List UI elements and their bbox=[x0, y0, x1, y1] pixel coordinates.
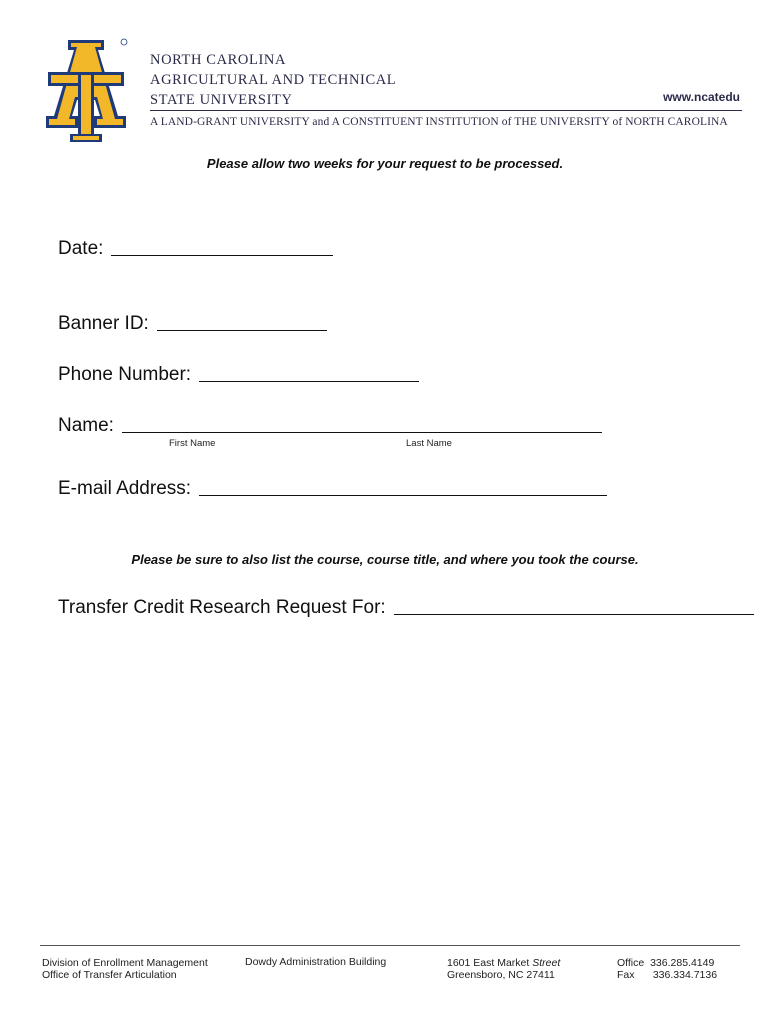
phone-label: Phone Number: bbox=[58, 364, 192, 385]
footer-street-word: Street bbox=[532, 957, 561, 969]
request-line[interactable] bbox=[394, 613, 754, 615]
last-name-caption: Last Name bbox=[406, 438, 452, 449]
university-name-line1: NORTH CAROLINA bbox=[150, 52, 287, 68]
footer-fax-label: Fax bbox=[617, 969, 635, 981]
name-field bbox=[58, 415, 602, 437]
processing-notice: Please allow two weeks for your request to be processed. bbox=[206, 156, 564, 171]
name-line[interactable] bbox=[122, 431, 602, 433]
university-name bbox=[150, 50, 396, 110]
date-field bbox=[58, 238, 333, 260]
university-name-line2: AGRICULTURAL AND TECHNICAL bbox=[150, 72, 397, 88]
tagline: A LAND-GRANT UNIVERSITY and A CONSTITUENT INSTITUTION of THE UNIVERSITY of NORTH CAROLINA bbox=[150, 116, 728, 128]
footer-division: Division of Enrollment Management bbox=[42, 957, 208, 969]
request-label: Transfer Credit Research Request For: bbox=[58, 597, 386, 618]
footer-fax-phone: 336.334.7136 bbox=[652, 969, 718, 981]
footer-divider bbox=[40, 945, 740, 946]
banner-id-field bbox=[58, 313, 327, 335]
footer-office-label: Office bbox=[617, 957, 645, 969]
email-field bbox=[58, 478, 607, 500]
website-url: www.ncatedu bbox=[663, 90, 740, 104]
header-divider bbox=[150, 110, 742, 111]
course-note: Please be sure to also list the course, course title, and where you took the course. bbox=[131, 552, 639, 567]
phone-line[interactable] bbox=[199, 380, 419, 382]
footer-office: Office of Transfer Articulation bbox=[42, 969, 177, 981]
footer-office-phone: 336.285.4149 bbox=[650, 957, 715, 969]
footer-building: Dowdy Administration Building bbox=[245, 956, 387, 968]
footer-department bbox=[42, 957, 208, 981]
banner-id-line[interactable] bbox=[157, 329, 327, 331]
name-label: Name: bbox=[58, 415, 114, 436]
footer-contact bbox=[617, 957, 717, 981]
first-name-caption: First Name bbox=[169, 438, 216, 449]
footer-address bbox=[447, 957, 560, 981]
university-name-line3: STATE UNIVERSITY bbox=[150, 92, 293, 108]
email-line[interactable] bbox=[199, 494, 607, 496]
request-field bbox=[58, 597, 754, 619]
footer-street: 1601 East Market bbox=[447, 957, 533, 969]
banner-id-label: Banner ID: bbox=[58, 313, 149, 334]
date-label: Date: bbox=[58, 238, 104, 259]
footer-city: Greensboro, NC 27411 bbox=[447, 969, 555, 981]
date-line[interactable] bbox=[111, 254, 333, 256]
phone-field bbox=[58, 364, 419, 386]
email-label: E-mail Address: bbox=[58, 478, 192, 499]
university-logo bbox=[40, 36, 132, 144]
